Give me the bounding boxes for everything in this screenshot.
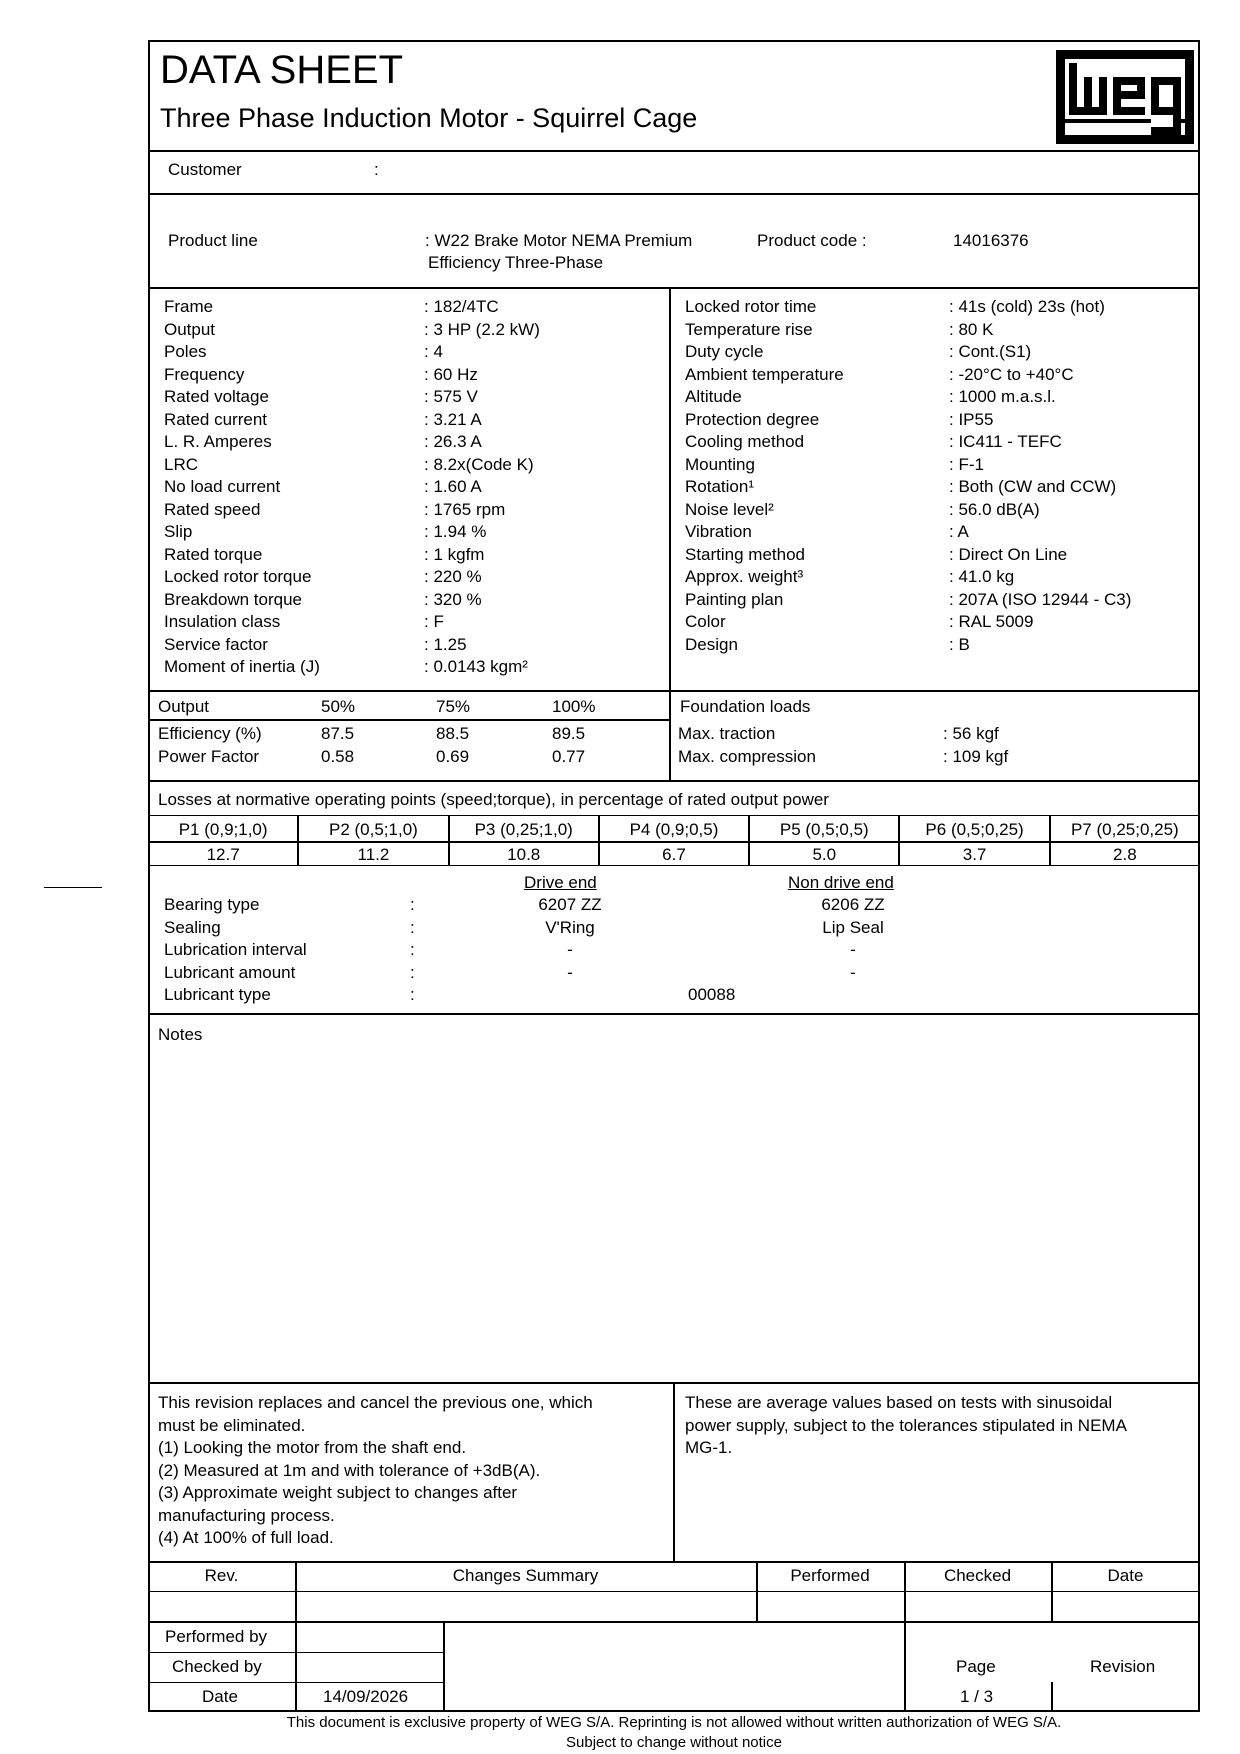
notes-title: Notes [158,1025,203,1044]
spec-value: : 3 HP (2.2 kW) [424,319,540,339]
spec-value: : 1.94 % [424,522,487,541]
spec-label: Starting method [685,544,806,564]
performance-cell: 88.5 [436,724,470,743]
spec-value: : A [949,522,969,541]
weg-logo [1056,50,1194,149]
bearing-non-drive-end-value: 6206 ZZ [821,895,885,914]
margin-mark [44,887,102,888]
spec-label: Locked rotor time [685,297,817,316]
spec-value: : 41s (cold) 23s (hot) [949,297,1105,316]
date-value: 14/09/2026 [323,1687,409,1706]
losses-title: Losses at normative operating points (speed;torque), in percentage of rated output power [158,790,829,809]
spec-value: : IP55 [949,409,994,429]
revision-header-cell: Rev. [204,1566,239,1585]
spec-value: : 0.0143 kgm² [424,657,528,676]
spec-label: Locked rotor torque [164,567,312,586]
divider [148,719,669,721]
spec-value: : IC411 - TEFC [949,432,1062,451]
divider [148,1652,443,1653]
divider [148,150,1200,152]
spec-value: : 1.60 A [424,477,482,496]
spec-label: Breakdown torque [164,589,302,609]
page-title: DATA SHEET [160,48,404,92]
remark-line: manufacturing process. [158,1505,335,1525]
divider [1051,1682,1053,1712]
spec-label: Service factor [164,634,268,654]
spec-value: : RAL 5009 [949,612,1034,631]
spec-label: Painting plan [685,589,784,609]
spec-label: L. R. Amperes [164,432,272,451]
divider [669,287,671,781]
spec-value: : Direct On Line [949,544,1068,564]
spec-label: Rated current [164,409,267,429]
bearing-row-label: Bearing type [164,895,260,914]
bearing-drive-end-value: - [567,940,573,959]
performed-by-label: Performed by [165,1627,268,1646]
revision-header-cell: Date [1107,1566,1144,1585]
spec-value: : B [949,634,970,654]
losses-header-cell: P1 (0,9;1,0) [148,815,298,842]
spec-value: : 575 V [424,387,478,406]
spec-label: No load current [164,477,281,496]
remark-line: must be eliminated. [158,1415,306,1435]
spec-label: Rotation¹ [685,477,754,496]
drive-end-heading: Drive end [524,873,597,892]
bearing-drive-end-value: 6207 ZZ [538,895,602,914]
spec-label: Frame [164,297,214,316]
foundation-label: Max. compression [678,746,816,766]
lubricant-type-separator: : [410,985,415,1004]
bearing-row-separator: : [410,895,415,914]
spec-label: Duty cycle [685,342,764,361]
remark-line: This revision replaces and cancel the previous one, which [158,1393,593,1412]
spec-label: Color [685,612,726,631]
divider [148,690,1200,692]
divider [673,1382,675,1561]
performance-header: Output [158,697,210,716]
divider [148,193,1200,195]
foundation-title: Foundation loads [680,697,811,716]
spec-label: Output [164,319,216,339]
remark-line: power supply, subject to the tolerances stipulated in NEMA [685,1415,1127,1435]
spec-label: Rated voltage [164,387,269,406]
spec-value: : 182/4TC [424,297,499,316]
spec-label: Protection degree [685,409,820,429]
customer-label: Customer [168,160,242,179]
bearing-row-label: Sealing [164,917,221,937]
spec-label: Cooling method [685,432,805,451]
spec-value: : 1 kgfm [424,544,485,564]
product-line-label: Product line [168,231,258,250]
bearing-non-drive-end-value: Lip Seal [822,917,884,937]
performance-header: 50% [321,697,356,716]
losses-value-cell: 12.7 [148,842,298,866]
spec-label: Frequency [164,364,245,384]
divider [148,1682,443,1683]
performance-cell: 89.5 [552,724,586,743]
bearing-non-drive-end-value: - [850,940,856,959]
spec-value: : F-1 [949,454,984,474]
spec-label: Design [685,634,738,654]
remark-line: (3) Approximate weight subject to changes after [158,1483,518,1502]
losses-value-cell: 3.7 [899,842,1049,866]
revision-header-cell: Changes Summary [452,1566,599,1585]
spec-value: : 207A (ISO 12944 - C3) [949,589,1132,609]
losses-header-cell: P6 (0,5;0,25) [899,815,1049,842]
losses-value-cell: 11.2 [298,842,448,866]
spec-label: Altitude [685,387,742,406]
spec-value: : 41.0 kg [949,567,1015,586]
spec-value: : 1000 m.a.s.l. [949,387,1056,406]
spec-value: : 320 % [424,589,482,609]
losses-value-cell: 6.7 [599,842,749,866]
foundation-label: Max. traction [678,724,776,743]
bearing-row-separator: : [410,940,415,959]
performance-header: 75% [436,697,471,716]
product-code-value: 14016376 [953,231,1029,250]
customer-separator: : [374,160,379,179]
losses-value-cell: 2.8 [1050,842,1200,866]
product-line-value: : W22 Brake Motor NEMA Premium [425,231,693,250]
losses-value-cell: 5.0 [749,842,899,866]
bearing-row-separator: : [410,917,415,937]
spec-value: : -20°C to +40°C [949,364,1074,384]
revision-header-cell: Performed [790,1566,870,1585]
spec-value: : 3.21 A [424,409,482,429]
spec-value: : 8.2x(Code K) [424,454,534,474]
losses-value-cell: 10.8 [449,842,599,866]
performance-row-label: Power Factor [158,746,260,766]
spec-value: : 80 K [949,319,994,339]
spec-label: Moment of inertia (J) [164,657,320,676]
date-label: Date [202,1687,238,1706]
losses-header-cell: P4 (0,9;0,5) [599,815,749,842]
bearing-non-drive-end-value: - [850,962,856,982]
spec-label: Rated torque [164,544,263,564]
lubricant-type-value: 00088 [688,985,736,1004]
spec-label: Mounting [685,454,755,474]
divider [443,1621,445,1712]
spec-value: : F [424,612,444,631]
page-value: 1 / 3 [960,1687,994,1706]
performance-cell: 87.5 [321,724,355,743]
bearing-row-label: Lubrication interval [164,940,307,959]
spec-value: : 220 % [424,567,482,586]
product-line-value-2: Efficiency Three-Phase [428,253,604,272]
spec-label: LRC [164,454,199,474]
spec-label: Vibration [685,522,752,541]
divider [148,1591,1200,1592]
spec-label: Rated speed [164,499,261,519]
spec-value: : 60 Hz [424,364,478,384]
spec-label: Poles [164,342,207,361]
spec-label: Insulation class [164,612,281,631]
revision-header-cell: Checked [943,1566,1012,1585]
bearing-row-separator: : [410,962,415,982]
spec-value: : 1765 rpm [424,499,506,519]
divider [148,1013,1200,1015]
lubricant-type-label: Lubricant type [164,985,271,1004]
footer-line-2: Subject to change without notice [566,1734,782,1751]
foundation-value: : 56 kgf [943,724,999,743]
divider [148,1621,1200,1623]
spec-label: Temperature rise [685,319,813,339]
divider [148,287,1200,289]
losses-header-cell: P3 (0,25;1,0) [449,815,599,842]
spec-value: : 26.3 A [424,432,482,451]
remark-line: (2) Measured at 1m and with tolerance of +3dB(A). [158,1460,541,1480]
bearing-drive-end-value: - [567,962,573,982]
spec-label: Noise level² [685,499,774,519]
performance-cell: 0.77 [552,746,586,766]
non-drive-end-heading: Non drive end [788,873,894,892]
spec-label: Approx. weight³ [685,567,804,586]
page-subtitle: Three Phase Induction Motor - Squirrel Cage [160,103,698,133]
spec-value: : 1.25 [424,634,467,654]
footer-line-1: This document is exclusive property of WEG S/A. Reprinting is not allowed without written authorization of WEG S/A. [286,1714,1062,1731]
divider [148,780,1200,782]
revision-label: Revision [1090,1657,1156,1676]
performance-row-label: Efficiency (%) [158,724,262,743]
spec-value: : Both (CW and CCW) [949,477,1117,496]
performance-header: 100% [552,697,596,716]
remark-line: These are average values based on tests with sinusoidal [685,1393,1113,1412]
performance-cell: 0.69 [436,746,470,766]
divider [148,1561,1200,1563]
bearing-row-label: Lubricant amount [164,962,296,982]
product-code-label: Product code : [757,231,867,250]
page-label: Page [956,1657,996,1676]
spec-label: Slip [164,522,193,541]
losses-header-cell: P2 (0,5;1,0) [298,815,448,842]
losses-header-cell: P5 (0,5;0,5) [749,815,899,842]
spec-value: : 56.0 dB(A) [949,499,1040,519]
foundation-value: : 109 kgf [943,746,1009,766]
performance-cell: 0.58 [321,746,355,766]
spec-value: : Cont.(S1) [949,342,1032,361]
losses-header-cell: P7 (0,25;0,25) [1050,815,1200,842]
remark-line: (1) Looking the motor from the shaft end. [158,1438,467,1457]
spec-value: : 4 [424,342,443,361]
checked-by-label: Checked by [172,1657,262,1676]
spec-label: Ambient temperature [685,364,844,384]
remark-line: (4) At 100% of full load. [158,1528,334,1547]
bearing-drive-end-value: V'Ring [545,917,595,937]
remark-line: MG-1. [685,1438,733,1457]
